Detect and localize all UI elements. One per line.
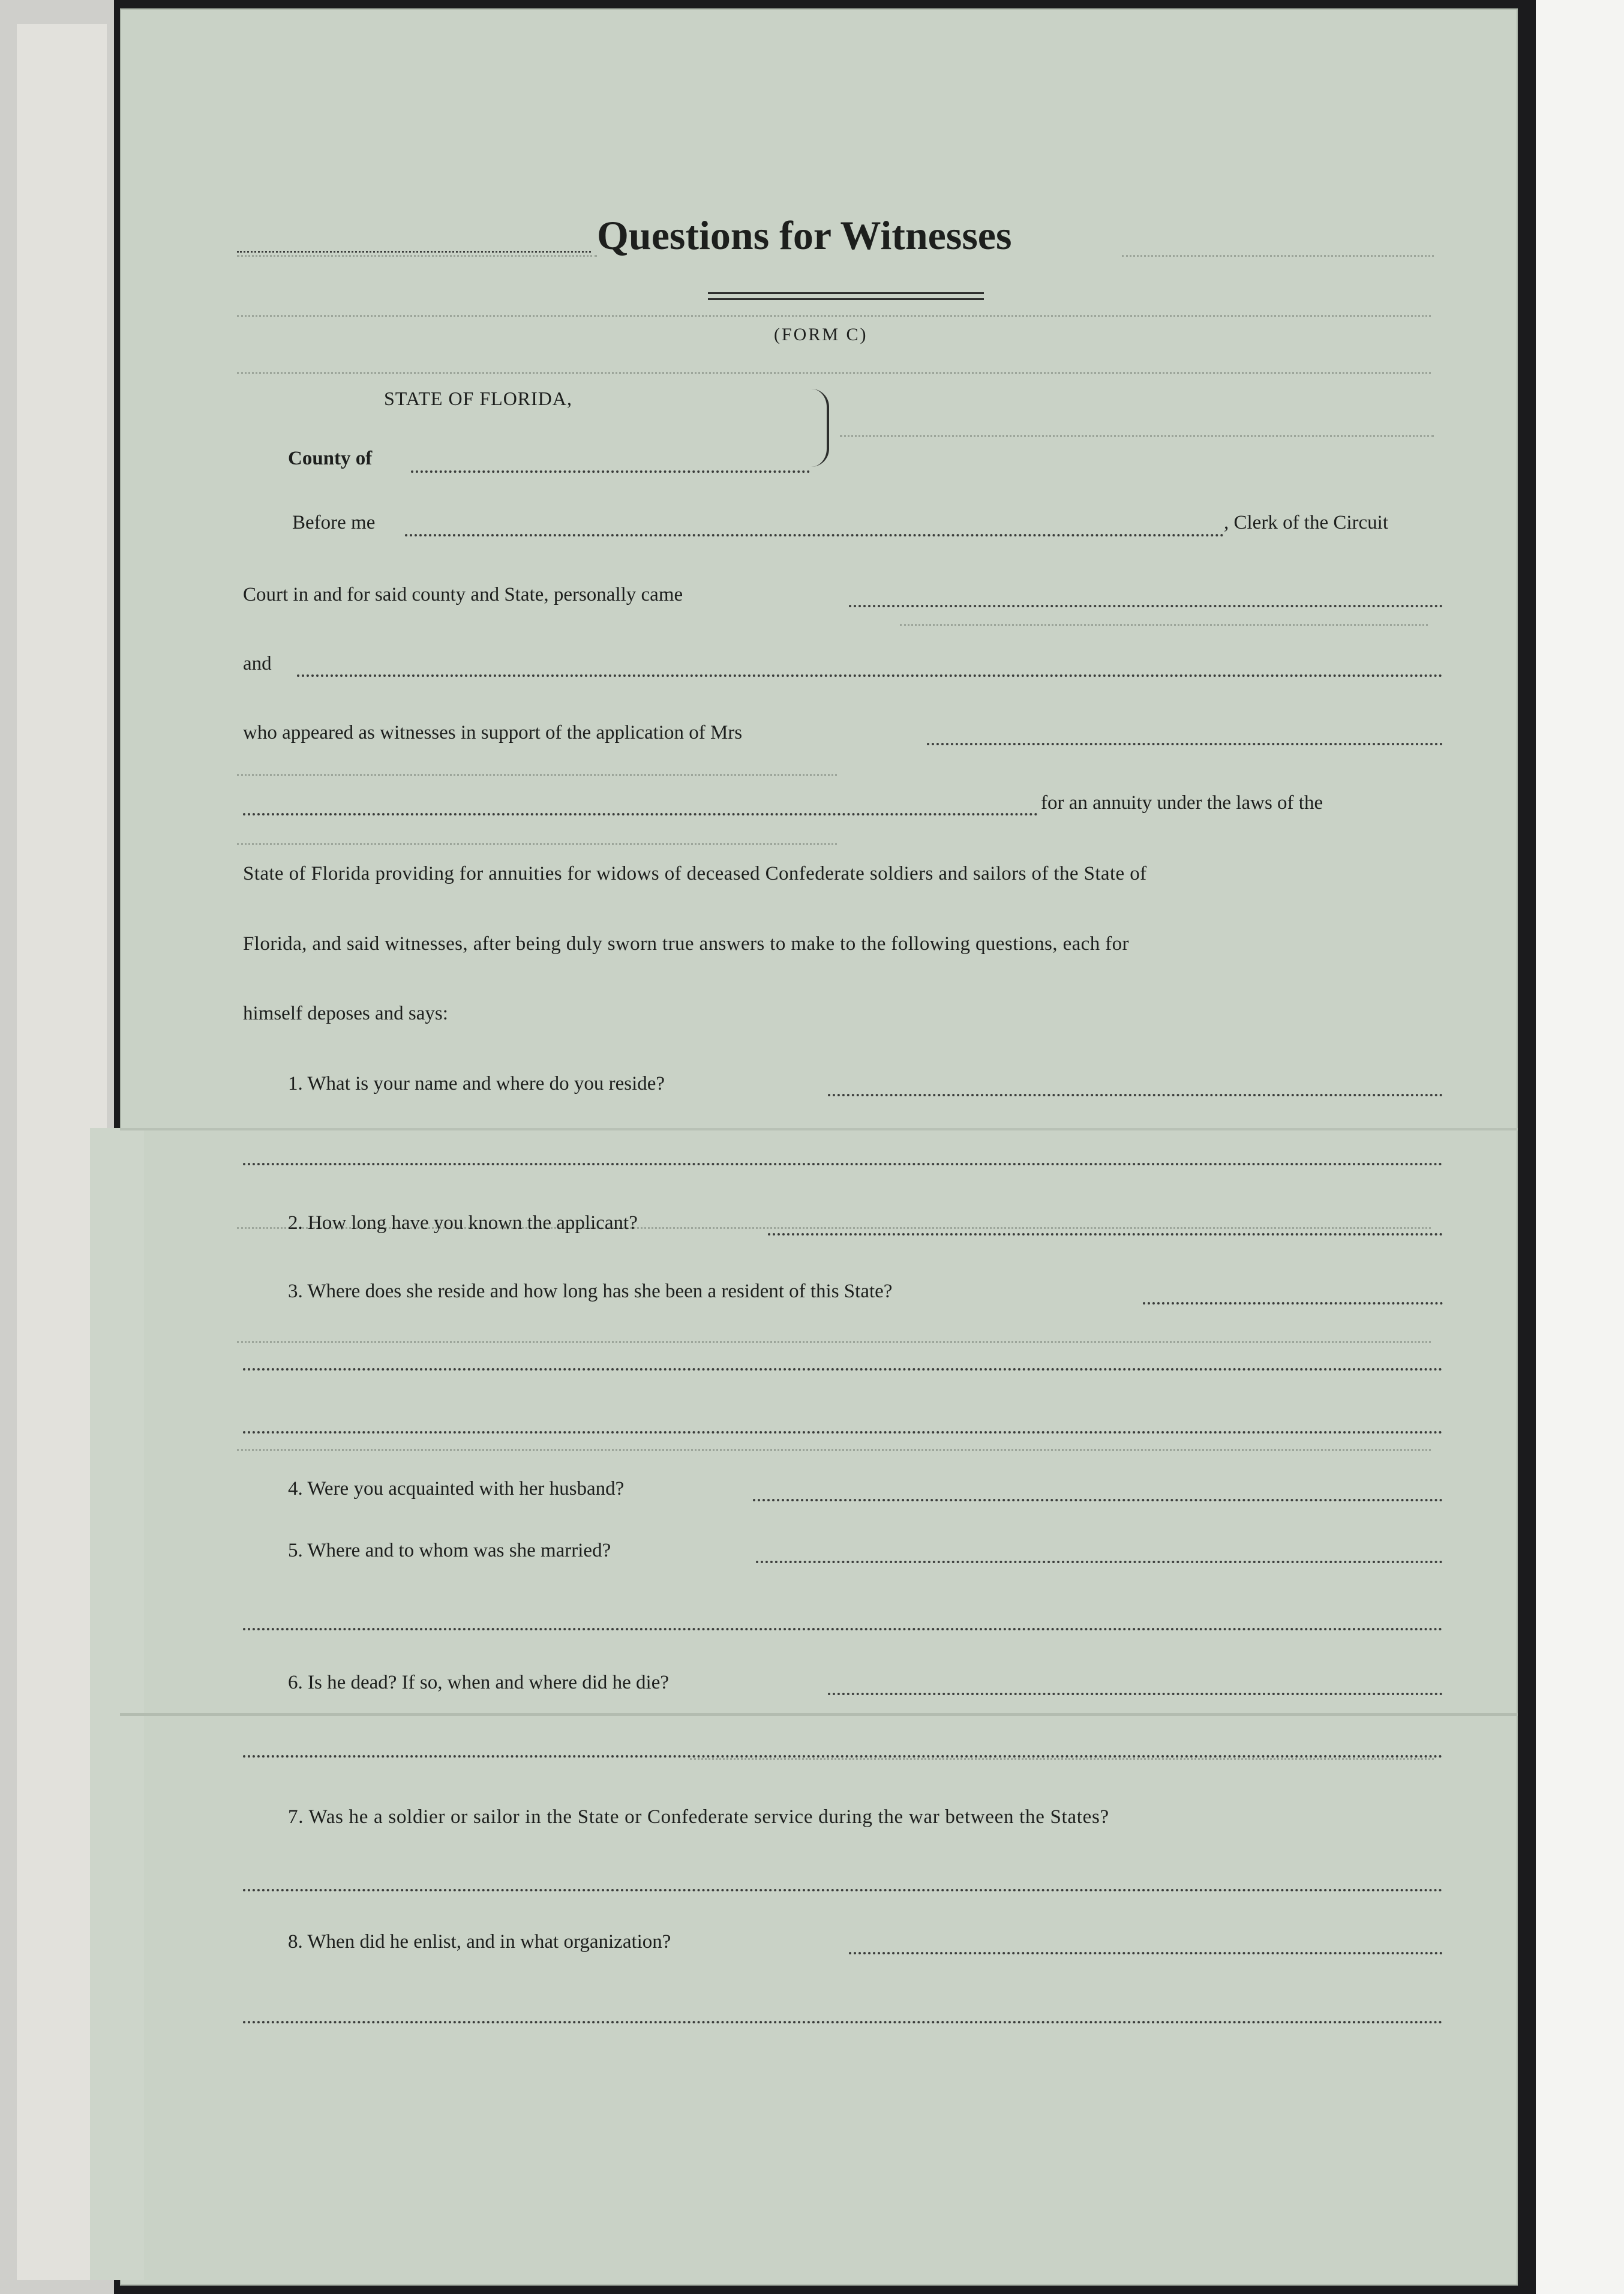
bleed-through-line [237,774,837,776]
title-leader-dots [237,251,591,253]
scan-margin [1536,0,1624,2294]
clerk-name-field[interactable] [405,534,1224,536]
question-8: 8. When did he enlist, and in what organization? [288,1931,671,1953]
answer-1-field-cont[interactable] [243,1163,1443,1165]
bleed-through-line [237,843,837,845]
bleed-through-line [237,1449,1431,1451]
deposes-line: himself deposes and says: [243,1003,448,1024]
bleed-through-line [237,1341,1431,1343]
witness-1-field[interactable] [849,605,1443,607]
bleed-through-line [1122,255,1434,257]
question-1: 1. What is your name and where do you reside? [288,1073,665,1094]
witness-line: who appeared as witnesses in support of the application of Mrs [243,722,743,743]
bleed-through-line [900,624,1428,626]
before-me-label: Before me [292,512,376,533]
question-6: 6. Is he dead? If so, when and where did he die? [288,1672,670,1693]
title-rule [708,292,984,294]
bleed-through-line [237,255,597,257]
oath-line: Florida, and said witnesses, after being duly sworn true answers to make to the following questions, each for [243,933,1129,955]
answer-6-field-cont[interactable] [243,1755,1443,1758]
state-label: STATE OF FLORIDA, [384,388,573,409]
question-3: 3. Where does she reside and how long has she been a resident of this State? [288,1281,893,1302]
annuity-line: for an annuity under the laws of the [1041,792,1323,814]
answer-3-field-cont-2[interactable] [243,1431,1443,1434]
answer-5-field-cont[interactable] [243,1628,1443,1630]
statute-line: State of Florida providing for annuities for widows of deceased Confederate soldiers and sailors of the State of [243,863,1147,884]
applicant-name-field-cont[interactable] [243,813,1038,815]
folded-flap [90,1128,144,2280]
and-label: and [243,653,272,674]
answer-3-field[interactable] [1143,1302,1443,1305]
answer-8-field-cont[interactable] [243,2021,1443,2023]
court-line: Court in and for said county and State, personally came [243,584,683,605]
form-title: Questions for Witnesses [597,212,1012,258]
question-2: 2. How long have you known the applicant? [288,1212,638,1234]
title-rule [708,298,984,300]
answer-3-field-cont[interactable] [243,1368,1443,1371]
question-5: 5. Where and to whom was she married? [288,1540,611,1561]
county-label: County of [288,448,373,469]
fold-crease [120,1713,1518,1716]
answer-2-field[interactable] [768,1233,1443,1236]
answer-1-field[interactable] [828,1094,1443,1096]
county-field[interactable] [411,470,810,473]
bleed-through-line [840,435,1434,437]
fold-crease [120,1128,1518,1130]
clerk-label: , Clerk of the Circuit [1224,512,1389,533]
form-code: (FORM C) [774,325,868,344]
venue-brace [811,389,829,467]
answer-8-field[interactable] [849,1952,1443,1954]
question-4: 4. Were you acquainted with her husband? [288,1478,625,1500]
answer-4-field[interactable] [753,1499,1443,1501]
witness-2-field[interactable] [297,674,1443,677]
answer-6-field[interactable] [828,1693,1443,1695]
question-7: 7. Was he a soldier or sailor in the State or Confederate service during the war between the States? [288,1806,1109,1828]
bleed-through-line [237,372,1431,374]
answer-7-field[interactable] [243,1889,1443,1891]
bleed-through-line [690,1758,1434,1760]
applicant-name-field[interactable] [927,743,1443,745]
bleed-through-line [237,315,1431,317]
answer-5-field[interactable] [756,1561,1443,1563]
